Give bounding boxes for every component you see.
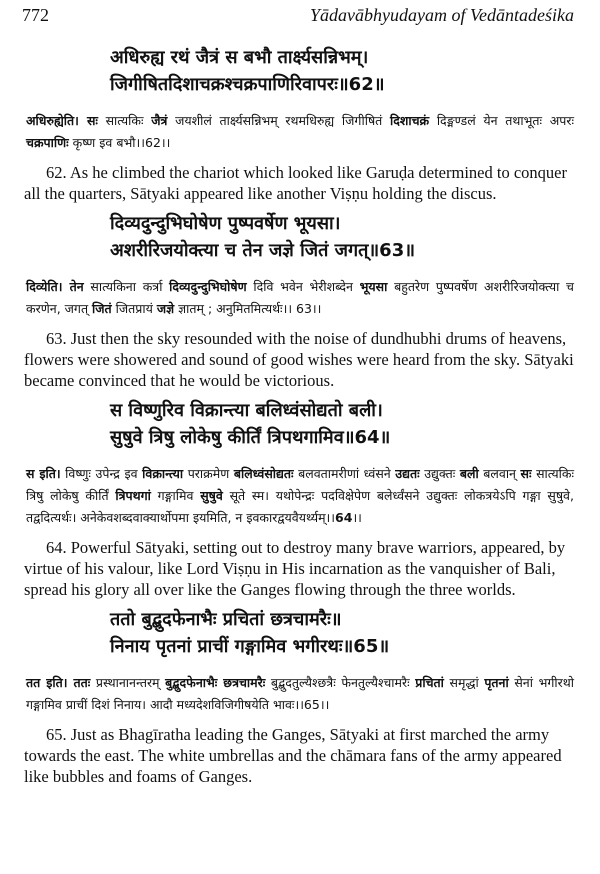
verse-block	[22, 210, 574, 264]
commentary-text: बलवतामरीणां ध्वंसने	[293, 466, 396, 481]
verse-line: दिव्यदुन्दुभिघोषेण पुष्पवर्षेण भूयसा।	[110, 213, 341, 234]
translation-paragraph	[22, 724, 574, 787]
commentary-text: बलवान्	[478, 466, 521, 481]
commentary-text: कृष्ण इव बभौ।।62।।	[68, 135, 171, 150]
commentary-keyword: भूयसा	[359, 279, 388, 294]
commentary-keyword: जितं	[92, 301, 112, 316]
translation-text: 65. Just as Bhagīratha leading the Ganges, Sātyaki at first marched the army towards the east. The white umbrellas and the chāmara fans of the army appeared like bubbles and foams of Ganges.	[24, 725, 562, 786]
commentary-text: जितप्रायं	[111, 301, 157, 316]
commentary-keyword: सुषुवे	[200, 488, 223, 503]
commentary-keyword: बुद्बुदफेनाभैः छत्रचामरैः	[165, 675, 266, 690]
verse-line: अशरीरिजयोक्त्या च तेन जज्ञे जितं जगत्॥63॥	[110, 240, 416, 261]
commentary-keyword: बली	[459, 466, 479, 481]
translation-text: 64. Powerful Sātyaki, setting out to destroy many brave warriors, appeared, by virtue of his valour, like Lord Viṣṇu in His incarnation as the vanquisher of Bali, spread his glory all over like the Ganges flowing through the three worlds.	[24, 538, 566, 599]
commentary-keyword: बलिध्वंसोद्यतः	[233, 466, 294, 481]
commentary-text: विष्णुः उपेन्द्र इव	[60, 466, 143, 481]
commentary-text: सूते स्म। यथोपेन्द्रः पदविक्षेपेण बलेर्ध्वंसने उद्युक्तः लोकत्रयेऽपि गङ्गा सुषुवे, तद्वदित्यर्थः। अनेकेवशब्दवाक्यार्थोपमा इयमिति, न इवकारद्वयवैयर्थ्यम्।।	[26, 488, 574, 525]
translation-paragraph	[22, 162, 574, 204]
commentary-text: सेनां भगीरथो गङ्गामिव प्राचीं दिशं निनाय। आदौ मध्यदेशविजिगीषयेति भावः।।65।।	[26, 675, 574, 712]
commentary-text: सात्यकिः त्रिषु लोकेषु कीर्तिं	[26, 466, 575, 503]
verse-block	[22, 397, 574, 451]
commentary-keyword: त्रिपथगां	[115, 488, 151, 503]
translation-paragraph	[22, 537, 574, 600]
commentary-text: उद्युक्तः	[419, 466, 460, 481]
verse-line: स विष्णुरिव विक्रान्त्या बलिध्वंसोद्यतो बली।	[110, 400, 383, 421]
commentary-keyword: चक्रपाणिः	[26, 135, 69, 150]
verse-block	[22, 44, 574, 98]
page-content	[22, 44, 574, 787]
commentary-keyword: प्रचितां	[415, 675, 444, 690]
page-header	[22, 4, 574, 26]
commentary-text: बुद्बुदतुल्यैश्छत्रैः फेनतुल्यैश्चामरैः	[265, 675, 416, 690]
commentary-keyword: विक्रान्त्या	[142, 466, 184, 481]
commentary-keyword: स इति।	[26, 466, 61, 481]
commentary-paragraph	[22, 463, 574, 529]
verse-line: जिगीषितदिशाचक्रश्चक्रपाणिरिवापरः॥62॥	[110, 74, 385, 95]
verse-line: ततो बुद्बुदफेनाभैः प्रचितां छत्रचामरैः॥	[110, 609, 342, 630]
commentary-text: जयशीलं तार्क्ष्यसन्निभम् रथमधिरुह्य जिगीषितं	[167, 113, 390, 128]
commentary-keyword: पृतनां	[484, 675, 509, 690]
verse-line: सुषुवे त्रिषु लोकेषु कीर्तिं त्रिपथगामिव॥64॥	[110, 427, 391, 448]
commentary-text: सात्यकिः	[97, 113, 152, 128]
translation-text: 63. Just then the sky resounded with the noise of dundhubhi drums of heavens, flowers were showered and sound of good wishes were heard from the sky. Sātyaki became convinced that he would be victorious.	[24, 329, 574, 390]
translation-text: 62. As he climbed the chariot which looked like Garuḍa determined to conquer all the quarters, Sātyaki appeared like another Viṣṇu holding the discus.	[24, 163, 567, 203]
commentary-keyword: जैत्रं	[151, 113, 168, 128]
commentary-keyword: अधिरुह्येति। सः	[26, 113, 98, 128]
commentary-keyword: तत इति। ततः	[26, 675, 91, 690]
commentary-text: ज्ञातम् ; अनुमितमित्यर्थः।। 63।।	[174, 301, 322, 316]
commentary-keyword: उद्यतः	[395, 466, 420, 481]
commentary-text: गङ्गामिव	[150, 488, 201, 503]
commentary-keyword: 64	[335, 510, 353, 525]
commentary-keyword: दिव्यदुन्दुभिघोषेण	[169, 279, 247, 294]
commentary-keyword: जज्ञे	[156, 301, 175, 316]
commentary-text: ।।	[352, 510, 362, 525]
page-number: 772	[22, 5, 49, 25]
commentary-keyword: दिव्येति। तेन	[26, 279, 84, 294]
commentary-text: दिङ्मण्डलं येन तथाभूतः अपरः	[429, 113, 575, 128]
commentary-keyword: सः	[520, 466, 532, 481]
commentary-text: प्रस्थानानन्तरम्	[90, 675, 166, 690]
commentary-text: सात्यकिना कर्त्रा	[83, 279, 170, 294]
verse-line: निनाय पृतनां प्राचीं गङ्गामिव भगीरथः॥65॥	[110, 636, 390, 657]
commentary-keyword: दिशाचक्रं	[389, 113, 430, 128]
commentary-text: दिवि भवेन भेरीशब्देन	[246, 279, 360, 294]
translation-paragraph	[22, 328, 574, 391]
commentary-text: बहुतरेण पुष्पवर्षेण अशरीरिजयोक्त्या च करणेन, जगत्	[26, 279, 574, 316]
commentary-paragraph	[22, 672, 574, 716]
commentary-paragraph	[22, 276, 574, 320]
running-title: Yādavābhyudayam of Vedāntadeśika	[310, 5, 574, 25]
commentary-text: समृद्धां	[443, 675, 485, 690]
verse-block	[22, 606, 574, 660]
verse-line: अधिरुह्य रथं जैत्रं स बभौ तार्क्ष्यसन्निभम्।	[110, 47, 369, 68]
commentary-text: पराक्रमेण	[183, 466, 234, 481]
commentary-paragraph	[22, 110, 574, 154]
